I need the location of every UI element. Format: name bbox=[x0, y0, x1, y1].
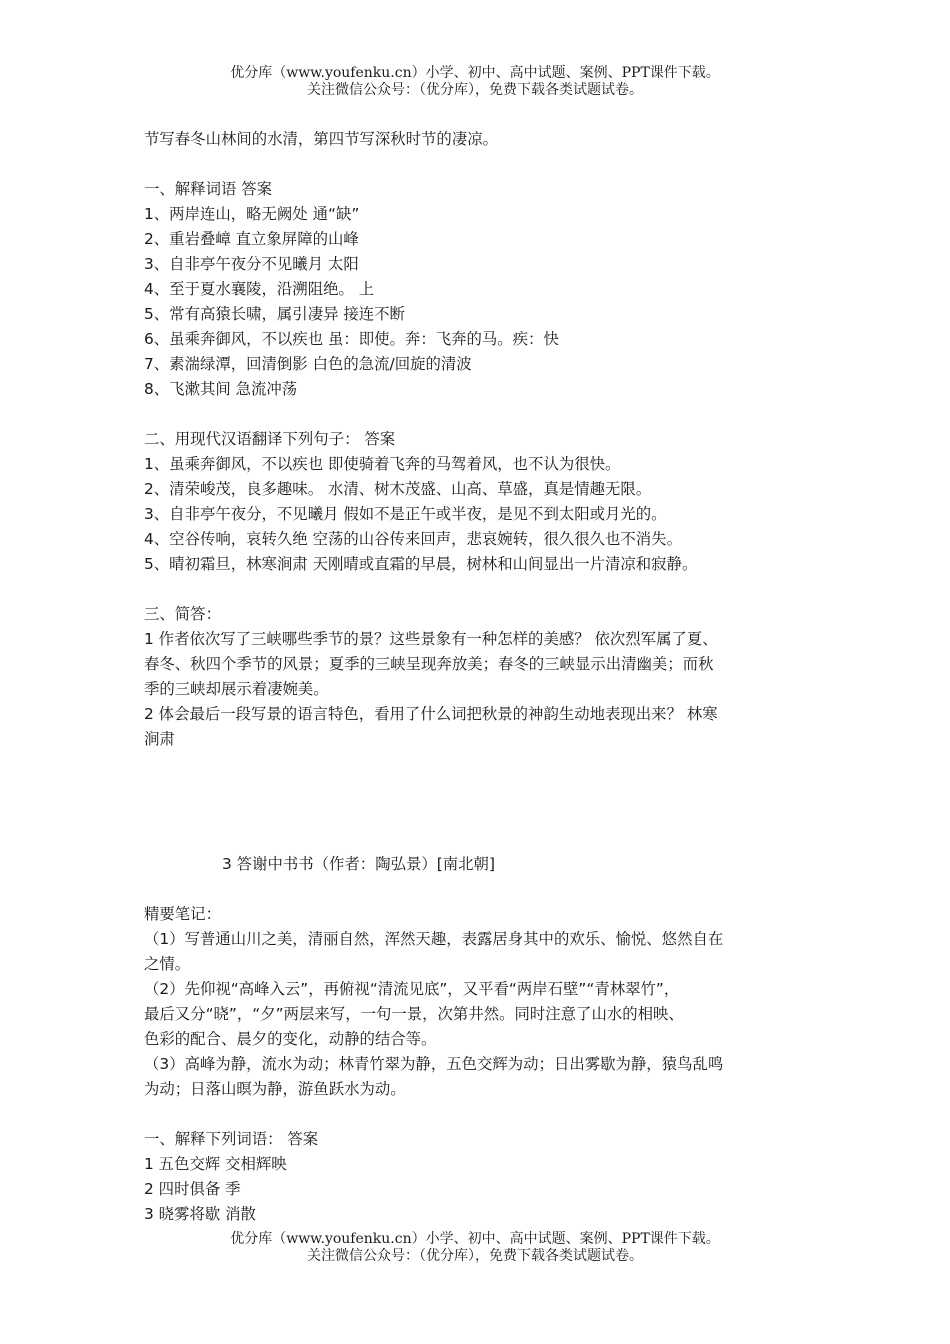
paragraph-line: 2 体会最后一段写景的语言特色，看用了什么词把秋景的神韵生动地表现出来？ 林寒 bbox=[144, 705, 718, 723]
header-line-1: 优分库（www.youfenku.cn）小学、初中、高中试题、案例、PPT课件下载。 bbox=[230, 65, 720, 81]
list-item: 1、两岸连山，略无阙处 通“缺” bbox=[144, 205, 360, 223]
header-line-2: 关注微信公众号：（优分库），免费下载各类试题试卷。 bbox=[307, 82, 643, 98]
intro-text: 节写春冬山林间的水清，第四节写深秋时节的凄凉。 bbox=[144, 130, 498, 148]
paragraph-line: 最后又分“晓”，“夕”两层来写，一句一景，次第井然。同时注意了山水的相映、 bbox=[144, 1005, 684, 1023]
section-short-answer bbox=[144, 602, 824, 752]
list-item: 1 五色交辉 交相辉映 bbox=[144, 1155, 287, 1173]
list-item: 3、自非亭午夜分，不见曦月 假如不是正午或半夜，是见不到太阳或月光的。 bbox=[144, 505, 667, 523]
list-item: 8、飞漱其间 急流冲荡 bbox=[144, 380, 298, 398]
section-title: 二、用现代汉语翻译下列句子： 答案 bbox=[144, 430, 396, 448]
list-item: 4、空谷传响，哀转久绝 空荡的山谷传来回声，悲哀婉转，很久很久也不消失。 bbox=[144, 530, 682, 548]
paragraph-line: （1）写普通山川之美，清丽自然，浑然天趣，表露居身其中的欢乐、愉悦、悠然自在 bbox=[144, 930, 724, 948]
list-item: 7、素湍绿潭，回清倒影 白色的急流/回旋的清波 bbox=[144, 355, 472, 373]
paragraph-line: 色彩的配合、晨夕的变化，动静的结合等。 bbox=[144, 1030, 437, 1048]
footer-line-1: 优分库（www.youfenku.cn）小学、初中、高中试题、案例、PPT课件下载。 bbox=[230, 1231, 720, 1247]
list-item: 4、至于夏水襄陵，沿溯阻绝。 上 bbox=[144, 280, 375, 298]
section-notes bbox=[144, 902, 824, 1102]
section-title: 精要笔记： bbox=[144, 905, 221, 923]
footer-line-2: 关注微信公众号：（优分库），免费下载各类试题试卷。 bbox=[307, 1248, 643, 1264]
paragraph-line: 之情。 bbox=[144, 955, 191, 973]
list-item: 6、虽乘奔御风，不以疾也 虽：即使。奔：飞奔的马。疾：快 bbox=[144, 330, 559, 348]
lesson-title: 3 答谢中书书（作者：陶弘景）[南北朝] bbox=[222, 855, 495, 873]
paragraph-line: （2）先仰视“高峰入云”，再俯视“清流见底”，又平看“两岸石壁”“青林翠竹”， bbox=[144, 980, 680, 998]
paragraph-line: 涧肃 bbox=[144, 730, 175, 748]
paragraph-line: 1 作者依次写了三峡哪些季节的景？这些景象有一种怎样的美感？ 依次烈军属了夏、 bbox=[144, 630, 718, 648]
list-item: 5、常有高猿长啸，属引凄异 接连不断 bbox=[144, 305, 405, 323]
section-title: 三、简答： bbox=[144, 605, 221, 623]
list-item: 2、重岩叠嶂 直立象屏障的山峰 bbox=[144, 230, 359, 248]
section-translation bbox=[144, 427, 824, 577]
document-body bbox=[144, 127, 824, 1227]
paragraph-line: 为动；日落山暝为静，游鱼跃水为动。 bbox=[144, 1080, 406, 1098]
list-item: 3、自非亭午夜分不见曦月 太阳 bbox=[144, 255, 359, 273]
section-title: 一、解释下列词语： 答案 bbox=[144, 1130, 319, 1148]
list-item: 1、虽乘奔御风，不以疾也 即使骑着飞奔的马驾着风，也不认为很快。 bbox=[144, 455, 621, 473]
section-title: 一、解释词语 答案 bbox=[144, 180, 273, 198]
list-item: 5、晴初霜旦，林寒涧肃 天刚晴或直霜的早晨，树林和山间显出一片清凉和寂静。 bbox=[144, 555, 698, 573]
page-header bbox=[0, 65, 950, 99]
paragraph-line: 春冬、秋四个季节的风景；夏季的三峡呈现奔放美；春冬的三峡显示出清幽美；而秋 bbox=[144, 655, 714, 673]
section-vocabulary-2 bbox=[144, 1127, 824, 1227]
list-item: 2 四时俱备 季 bbox=[144, 1180, 241, 1198]
paragraph-line: （3）高峰为静，流水为动；林青竹翠为静，五色交辉为动；日出雾歇为静，猿鸟乱鸣 bbox=[144, 1055, 724, 1073]
list-item: 2、清荣峻茂，良多趣味。 水清、树木茂盛、山高、草盛，真是情趣无限。 bbox=[144, 480, 652, 498]
list-item: 3 晓雾将歇 消散 bbox=[144, 1205, 256, 1223]
page-footer bbox=[0, 1231, 950, 1265]
paragraph-line: 季的三峡却展示着凄婉美。 bbox=[144, 680, 329, 698]
section-vocabulary bbox=[144, 177, 824, 402]
